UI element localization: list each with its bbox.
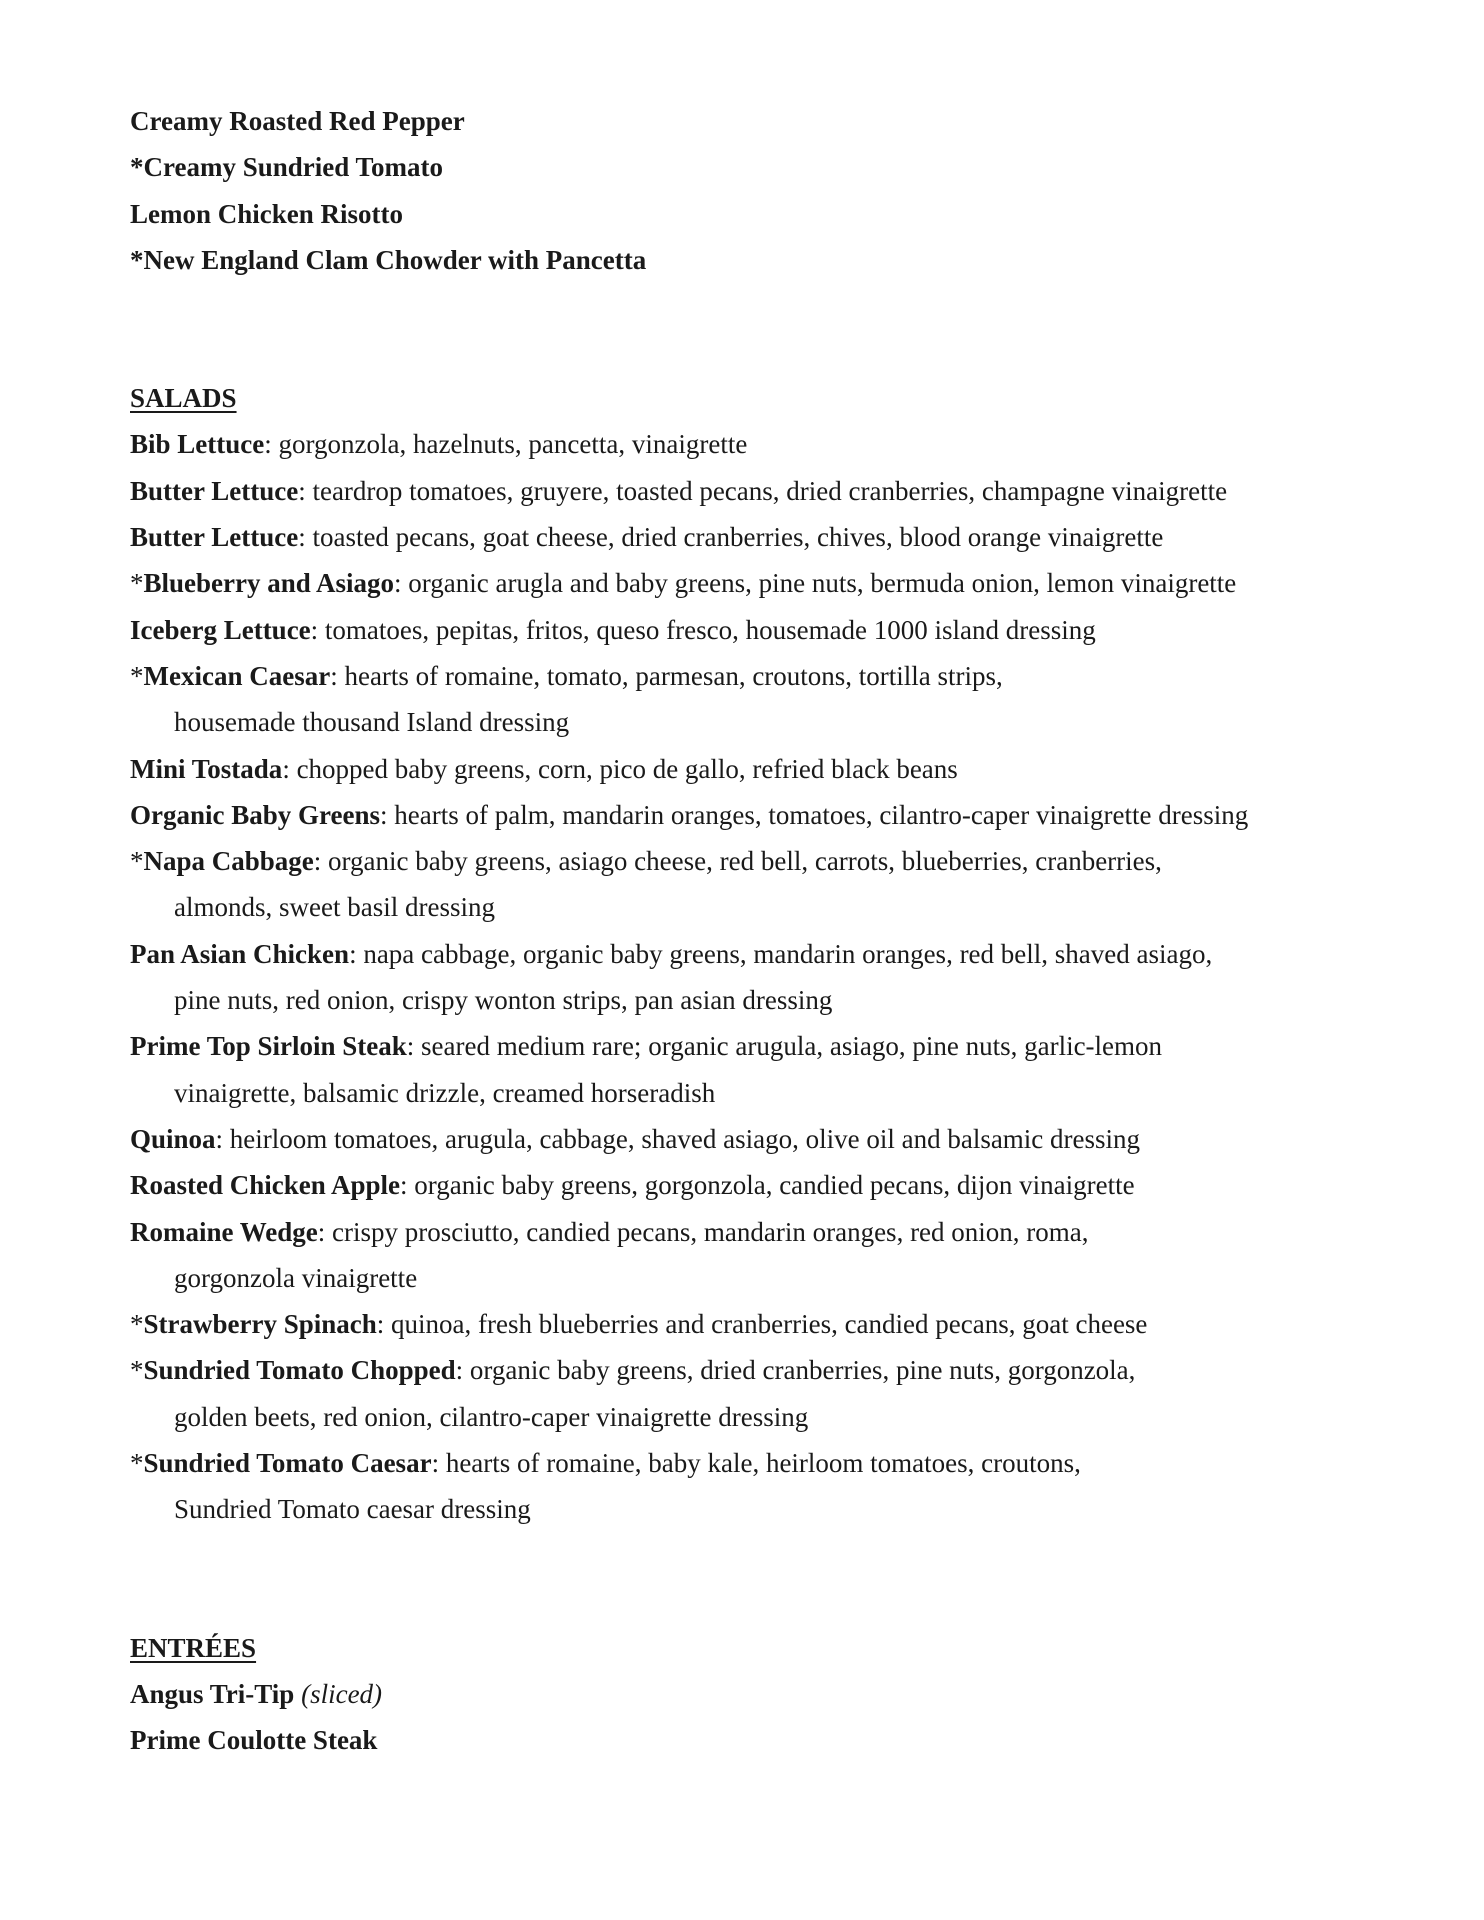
soup-item: *New England Clam Chowder with Pancetta: [130, 244, 647, 275]
salad-description: : quinoa, fresh blueberries and cranberries, candied pecans, goat cheese: [376, 1309, 1148, 1340]
salad-item: *Blueberry and Asiago: organic arugla and baby greens, pine nuts, bermuda onion, lemon vinaigrette: [130, 568, 1237, 599]
salad-name: Strawberry Spinach: [143, 1309, 377, 1340]
salad-name: Mexican Caesar: [143, 660, 331, 691]
salad-description-continued: golden beets, red onion, cilantro-caper vinaigrette dressing: [174, 1401, 809, 1432]
salad-item: *Sundried Tomato Chopped: organic baby greens, dried cranberries, pine nuts, gorgonzola, golden beets, red onion, cilantro-caper vinaigrette dressing: [130, 1347, 1380, 1440]
entree-item: [130, 1717, 1380, 1763]
salad-item: [130, 1209, 1380, 1302]
salad-description: : organic baby greens, gorgonzola, candied pecans, dijon vinaigrette: [400, 1170, 1135, 1201]
salad-name: Prime Top Sirloin Steak: [130, 1031, 407, 1062]
salad-name: Romaine Wedge: [130, 1216, 318, 1247]
entree-name: Angus Tri-Tip: [130, 1678, 295, 1709]
salad-item: [130, 792, 1380, 838]
salad-item: [130, 1116, 1380, 1162]
salad-name: Organic Baby Greens: [130, 799, 381, 830]
salad-name: Bib Lettuce: [130, 429, 265, 460]
soup-list: [130, 98, 1380, 283]
salad-item: [130, 1023, 1380, 1116]
salad-description: : heirloom tomatoes, arugula, cabbage, shaved asiago, olive oil and balsamic dressing: [215, 1123, 1141, 1154]
salad-name: Iceberg Lettuce: [130, 614, 311, 645]
salad-description-continued: vinaigrette, balsamic drizzle, creamed horseradish: [174, 1077, 716, 1108]
salads-heading: SALADS: [130, 383, 237, 414]
section-spacer: [130, 283, 1380, 375]
salad-item: [130, 931, 1380, 1024]
salad-description-continued: pine nuts, red onion, crispy wonton strips, pan asian dressing: [174, 985, 833, 1016]
salad-item: [130, 746, 1380, 792]
salad-item: [130, 468, 1380, 514]
salad-description: : seared medium rare; organic arugula, asiago, pine nuts, garlic-lemon: [406, 1031, 1163, 1062]
soup-item: Lemon Chicken Risotto: [130, 198, 404, 229]
salad-description: : gorgonzola, hazelnuts, pancetta, vinaigrette: [264, 429, 748, 460]
salad-description: : toasted pecans, goat cheese, dried cranberries, chives, blood orange vinaigrette: [298, 522, 1164, 553]
menu-page: [130, 98, 1380, 1764]
salad-name: Sundried Tomato Chopped: [143, 1355, 456, 1386]
salad-item: *Strawberry Spinach: quinoa, fresh blueberries and cranberries, candied pecans, goat cheese: [130, 1309, 1148, 1340]
salad-name: Sundried Tomato Caesar: [143, 1448, 432, 1479]
entrees-heading: ENTRÉES: [130, 1632, 257, 1663]
salad-item: *Sundried Tomato Caesar: hearts of romaine, baby kale, heirloom tomatoes, croutons, Sundried Tomato caesar dressing: [130, 1440, 1380, 1533]
salad-description: : chopped baby greens, corn, pico de gallo, refried black beans: [282, 753, 958, 784]
salad-description: : crispy prosciutto, candied pecans, mandarin oranges, red onion, roma,: [317, 1216, 1089, 1247]
salad-name: Quinoa: [130, 1123, 216, 1154]
entrees-section: [130, 1625, 1380, 1764]
salad-description: : organic baby greens, asiago cheese, red bell, carrots, blueberries, cranberries,: [313, 846, 1162, 877]
salad-name: Butter Lettuce: [130, 522, 299, 553]
salad-description: : hearts of romaine, tomato, parmesan, croutons, tortilla strips,: [330, 660, 1003, 691]
salad-item: [130, 607, 1380, 653]
salad-description-continued: almonds, sweet basil dressing: [174, 892, 495, 923]
salad-description-continued: Sundried Tomato caesar dressing: [174, 1494, 531, 1525]
salad-item: *Mexican Caesar: hearts of romaine, tomato, parmesan, croutons, tortilla strips, housemade thousand Island dressing: [130, 653, 1380, 746]
salad-name: Roasted Chicken Apple: [130, 1170, 401, 1201]
entree-item: [130, 1671, 1380, 1717]
salad-item: [130, 514, 1380, 560]
salad-item: *Napa Cabbage: organic baby greens, asiago cheese, red bell, carrots, blueberries, cranberries, almonds, sweet basil dressing: [130, 838, 1380, 931]
salad-description: : organic arugla and baby greens, pine nuts, bermuda onion, lemon vinaigrette: [394, 568, 1237, 599]
salad-name: Blueberry and Asiago: [143, 568, 395, 599]
salads-section: [130, 375, 1380, 1532]
salad-name: Napa Cabbage: [143, 846, 314, 877]
salad-description: : hearts of romaine, baby kale, heirloom tomatoes, croutons,: [431, 1448, 1081, 1479]
salad-name: Mini Tostada: [130, 753, 283, 784]
soup-item: *Creamy Sundried Tomato: [130, 152, 444, 183]
salad-description: : napa cabbage, organic baby greens, mandarin oranges, red bell, shaved asiago,: [349, 938, 1213, 969]
entree-name: Prime Coulotte Steak: [130, 1725, 378, 1756]
soup-item: Creamy Roasted Red Pepper: [130, 106, 465, 136]
salad-name: Butter Lettuce: [130, 475, 299, 506]
section-spacer: [130, 1533, 1380, 1625]
salad-description: : organic baby greens, dried cranberries, pine nuts, gorgonzola,: [455, 1355, 1136, 1386]
salad-item: [130, 421, 1380, 467]
salad-description-continued: housemade thousand Island dressing: [174, 707, 570, 738]
salad-description-continued: gorgonzola vinaigrette: [174, 1262, 418, 1293]
entree-note: (sliced): [301, 1678, 383, 1709]
salad-description: : tomatoes, pepitas, fritos, queso fresco, housemade 1000 island dressing: [310, 614, 1096, 645]
salad-description: : hearts of palm, mandarin oranges, tomatoes, cilantro-caper vinaigrette dressing: [380, 799, 1249, 830]
salad-item: [130, 1162, 1380, 1208]
salad-name: Pan Asian Chicken: [130, 938, 350, 969]
salad-description: : teardrop tomatoes, gruyere, toasted pecans, dried cranberries, champagne vinaigrette: [298, 475, 1228, 506]
